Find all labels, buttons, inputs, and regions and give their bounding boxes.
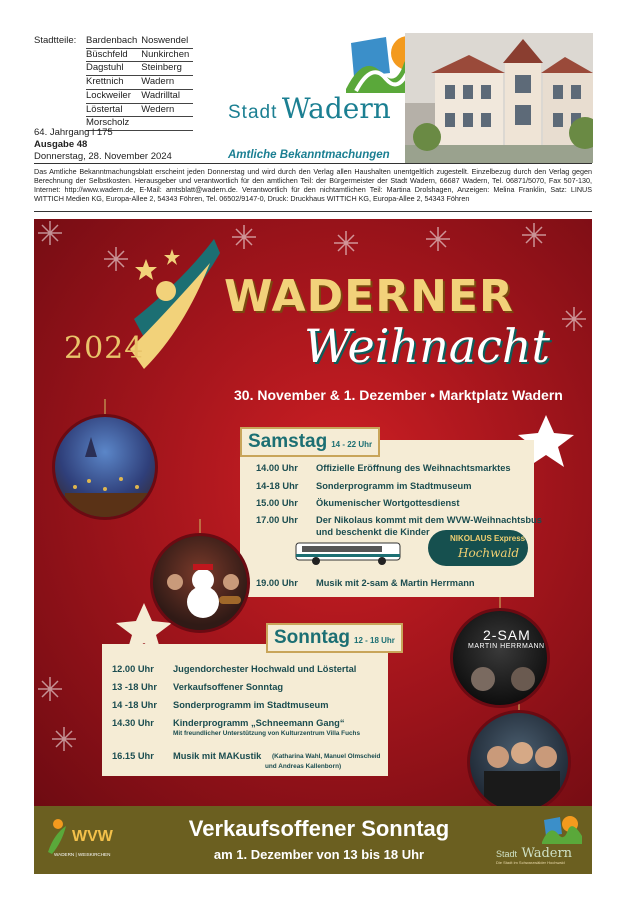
event-text: Kinderprogramm „Schneemann Gang“ [173,718,345,728]
ornament-photo-icon [450,608,550,708]
sunday-hours: 12 - 18 Uhr [354,636,395,645]
brand-wadern: Wadern [281,92,391,125]
ornament-photo-icon [150,533,250,633]
event-time: 16.15 Uhr [112,751,154,761]
express-title: NIKOLAUS Express [450,534,526,543]
sunday-tag [266,623,403,653]
brand-title [228,92,391,125]
event-note: (Katharina Wahl, Manuel Olmscheid [272,753,381,760]
district-item: Krettnich [86,76,141,90]
saturday-tag [240,427,380,457]
header-rule [34,163,592,164]
brand-stadt: Stadt [228,102,278,123]
event-time: 14.00 Uhr [256,463,298,473]
district-item: Steinberg [141,62,193,76]
issue-meta [34,127,172,163]
logo-stadt: Stadt [496,849,518,859]
wadern-logo-icon [542,814,582,844]
sunday-day: Sonntag [274,627,350,648]
christmas-poster [34,219,592,806]
event-time: 15.00 Uhr [256,498,298,508]
event-text: Verkaufsoffener Sonntag [173,682,284,692]
district-item: Dagstuhl [86,62,141,76]
ornament-photo-icon [467,710,571,806]
event-time: 14-18 Uhr [256,481,299,491]
logo-tagline: Die Stadt im Schwarzwälder Hochwald [496,860,565,865]
district-item: Bardenbach [86,35,141,48]
event-time: 12.00 Uhr [112,664,154,674]
saturday-day: Samstag [248,431,328,452]
sale-banner [34,806,592,874]
subtitle: Amtliche Bekanntmachungen [228,149,390,161]
districts-table [86,35,193,131]
district-item: Büschfeld [86,48,141,62]
musicians-illustration [453,611,550,708]
bus-icon [294,540,404,566]
wvw-name: WVW [72,828,113,845]
poster-title-script: Weihnacht [304,319,551,373]
district-item: Wadern [141,76,193,90]
event-time: 17.00 Uhr [256,515,298,525]
district-item: Nunkirchen [141,48,193,62]
disclaimer-rule [34,211,592,212]
wvw-figure-icon [44,816,74,856]
districts-label: Stadtteile: [34,35,77,46]
event-note: und Andreas Kallenborn) [265,763,342,770]
ornament-artist-name: MARTIN HERRMANN [468,643,545,650]
event-time: 19.00 Uhr [256,578,298,588]
event-text-continued: und beschenkt die Kinder [316,527,430,537]
issue-date: Donnerstag, 28. November 2024 [34,151,172,162]
event-text: Sonderprogramm im Stadtmuseum [316,481,472,491]
event-time: 14.30 Uhr [112,718,154,728]
ornament-band-name: 2-SAM [483,627,531,643]
district-item: Morscholz [86,117,141,131]
event-text: Sonderprogramm im Stadtmuseum [173,700,329,710]
district-item: Wedern [141,103,193,117]
logo-wadern: Wadern [521,846,573,861]
event-text: Offizielle Eröffnung des Weihnachtsmarktes [316,463,511,473]
event-text: Der Nikolaus kommt mit dem WVW-Weihnachtsbus [316,515,542,525]
event-text: Musik mit 2-sam & Martin Herrmann [316,578,475,588]
banner-subline: am 1. Dezember von 13 bis 18 Uhr [213,847,425,862]
express-script: Hochwald [458,546,520,560]
nikolaus-express-logo [428,530,528,566]
wvw-subtitle: WADERN | WEISKIRCHEN [54,852,111,857]
event-text: Ökumenischer Wortgottesdienst [316,498,460,508]
issue-number: Ausgabe 48 [34,139,88,150]
event-text: Musik mit MAKustik [173,751,262,761]
event-time: 13 -18 Uhr [112,682,157,692]
poster-title: WADERNER [224,271,514,322]
district-item: Lockweiler [86,89,141,103]
district-item: Löstertal [86,103,141,117]
ornament-photo-icon [52,414,158,520]
figure-head-icon [156,281,176,301]
banner-headline: Verkaufsoffener Sonntag [188,816,450,841]
district-item: Wadrilltal [141,89,193,103]
poster-year: 2024 [64,331,145,366]
volume-text: 64. Jahrgang l 175 [34,127,113,138]
district-item: Noswendel [141,35,193,48]
publisher-disclaimer: Das Amtliche Bekanntmachungsblatt erscheint jeden Donnerstag und wird durch den Verlag allen Haushalten unentgeltlich zugestellt. Einzelbezug durch den Verlag gegen Berechnung der Selbstkosten. Herausgeber und verantwortlich für den amtlichen Teil: der Bürgermeister der Stadt Wadern, 66687 Wadern, Tel. 06871/5070, Fax 507-130, Internet: http://www.wadern.de, E-Mail: amtsblatt@wadern.de. Verantwortlich für den nichtamtlichen Teil: Martina Drolshagen, Anzeigen: Melina Franklin, Satz: LINUS WITTICH Medien KG, Europa-Allee 2, 54343 Föhren, Tel. 06502/9147-0, Druck: Druckhaus WITTICH KG, Europa-Allee 2, 54343 Föhren [34,167,592,203]
star-icon [135,249,180,280]
saturday-hours: 14 - 22 Uhr [331,440,373,449]
event-note: Mit freundlicher Unterstützung von Kulturzentrum Villa Fuchs [173,730,360,737]
town-hall-photo [405,33,593,163]
wvw-logo-icon [42,812,130,868]
makustik-band-illustration [470,713,571,806]
event-text: Jugendorchester Hochwald und Löstertal [173,664,357,674]
poster-dateline: 30. November & 1. Dezember • Marktplatz Wadern [234,387,563,403]
stadt-wadern-logo [494,814,586,866]
event-time: 14 -18 Uhr [112,700,157,710]
town-hall-illustration [405,33,593,163]
